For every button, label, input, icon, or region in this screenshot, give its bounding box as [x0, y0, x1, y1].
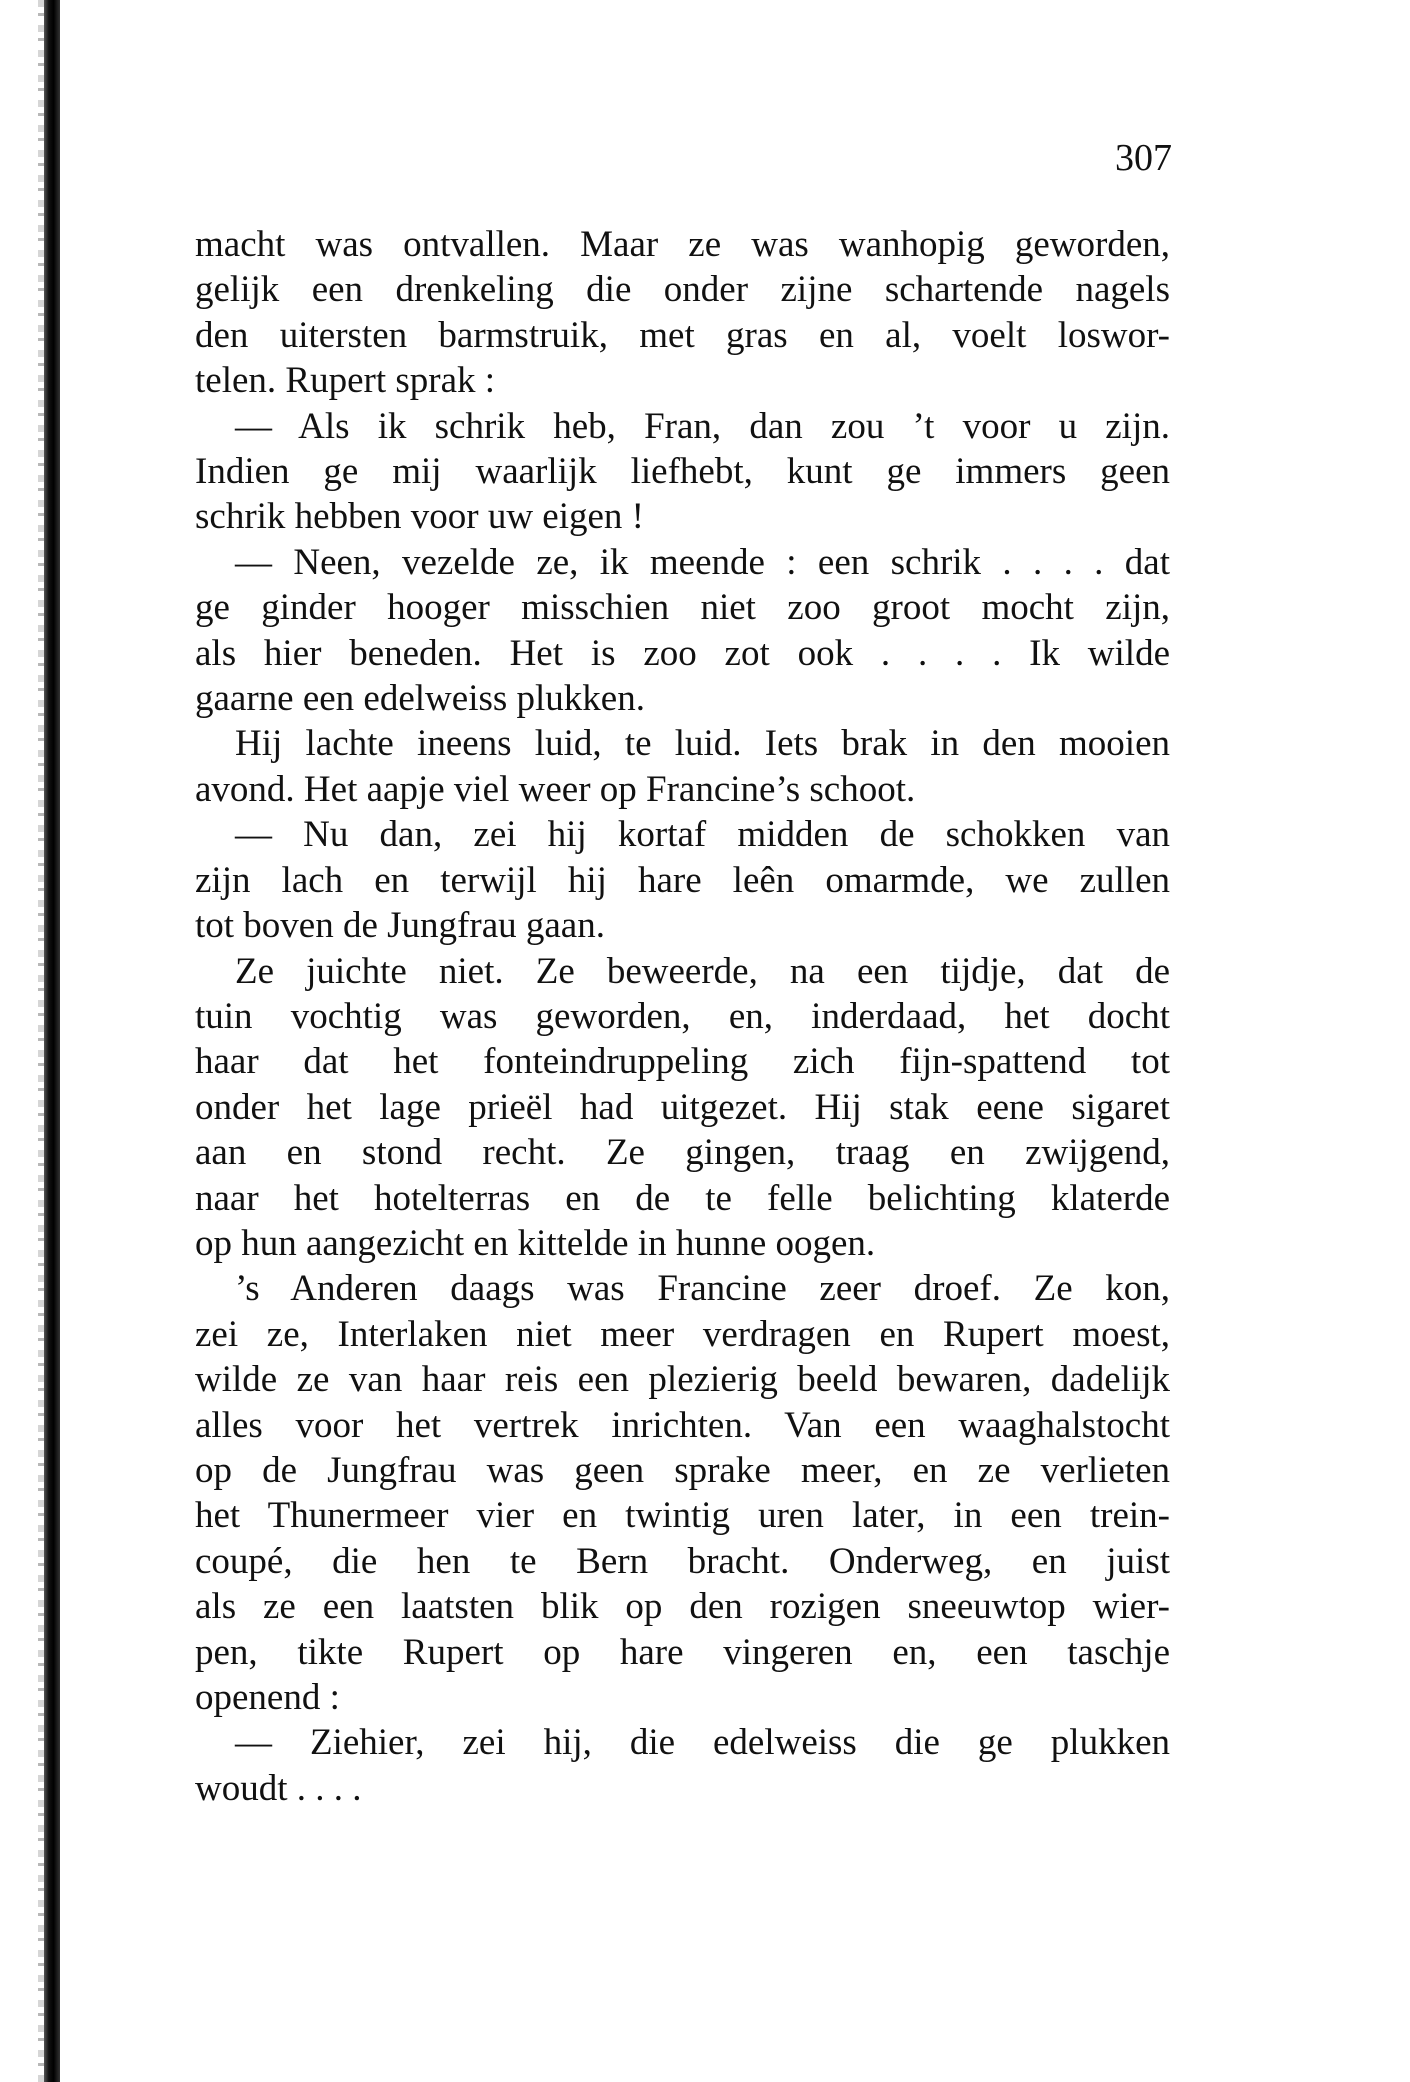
text-line: avond. Het aapje viel weer op Francine’s schoot.	[195, 768, 916, 810]
paragraph	[195, 404, 1170, 540]
text-line: — Als ik schrik heb, Fran, dan zou ’t voor u zijn.	[235, 405, 1170, 447]
text-line: gelijk een drenkeling die onder zijne schartende nagels	[195, 269, 1170, 311]
text-line: onder het lage prieël had uitgezet. Hij stak eene sigaret	[195, 1086, 1170, 1128]
text-line: ge ginder hooger misschien niet zoo groot mocht zijn,	[195, 587, 1170, 629]
text-line: tuin vochtig was geworden, en, inderdaad, het docht	[195, 995, 1170, 1037]
text-line: Indien ge mij waarlijk liefhebt, kunt ge immers geen	[195, 451, 1170, 493]
text-line: — Neen, vezelde ze, ik meende : een schrik . . . . dat	[235, 541, 1170, 583]
paragraph	[195, 721, 1170, 812]
text-line: zijn lach en terwijl hij hare leên omarmde, we zullen	[195, 859, 1170, 901]
text-line: coupé, die hen te Bern bracht. Onderweg, en juist	[195, 1540, 1170, 1582]
text-line: woudt . . . .	[195, 1767, 362, 1809]
text-line: den uitersten barmstruik, met gras en al, voelt loswor-	[195, 314, 1170, 356]
text-line: alles voor het vertrek inrichten. Van een waaghalstocht	[195, 1404, 1170, 1446]
paragraph	[195, 1720, 1170, 1811]
text-line: Hij lachte ineens luid, te luid. Iets brak in den mooien	[235, 723, 1170, 765]
text-line: tot boven de Jungfrau gaan.	[195, 905, 605, 947]
text-line: als ze een laatsten blik op den rozigen sneeuwtop wier-	[195, 1586, 1170, 1628]
paragraph	[195, 812, 1170, 948]
text-line: naar het hotelterras en de te felle belichting klaterde	[195, 1177, 1170, 1219]
text-line: als hier beneden. Het is zoo zot ook . . . . Ik wilde	[195, 632, 1170, 674]
text-line: macht was ontvallen. Maar ze was wanhopig geworden,	[195, 224, 1170, 265]
body-text	[195, 222, 1170, 1811]
text-line: haar dat het fonteindruppeling zich fijn-spattend tot	[195, 1041, 1170, 1083]
text-line: Ze juichte niet. Ze beweerde, na een tijdje, dat de	[235, 950, 1170, 992]
text-line: wilde ze van haar reis een plezierig beeld bewaren, dadelijk	[195, 1359, 1170, 1401]
text-line: telen. Rupert sprak :	[195, 360, 496, 402]
text-line: schrik hebben voor uw eigen !	[195, 496, 645, 538]
text-line: het Thunermeer vier en twintig uren later, in een trein-	[195, 1495, 1170, 1537]
text-line: pen, tikte Rupert op hare vingeren en, een taschje	[195, 1631, 1170, 1673]
page-number: 307	[1115, 137, 1172, 179]
text-line: openend :	[195, 1677, 340, 1718]
paragraph	[195, 949, 1170, 1267]
paragraph	[195, 222, 1170, 404]
text-line: ’s Anderen daags was Francine zeer droef. Ze kon,	[235, 1268, 1170, 1310]
text-line: — Ziehier, zei hij, die edelweiss die ge plukken	[235, 1722, 1170, 1764]
scan-binding-edge	[44, 0, 60, 2082]
text-line: — Nu dan, zei hij kortaf midden de schokken van	[235, 814, 1170, 856]
text-line: gaarne een edelweiss plukken.	[195, 678, 645, 720]
text-line: op de Jungfrau was geen sprake meer, en ze verlieten	[195, 1449, 1170, 1491]
text-line: aan en stond recht. Ze gingen, traag en zwijgend,	[195, 1132, 1170, 1174]
paragraph	[195, 540, 1170, 722]
paragraph	[195, 1266, 1170, 1720]
text-line: zei ze, Interlaken niet meer verdragen en Rupert moest,	[195, 1313, 1170, 1355]
text-line: op hun aangezicht en kittelde in hunne oogen.	[195, 1222, 876, 1264]
